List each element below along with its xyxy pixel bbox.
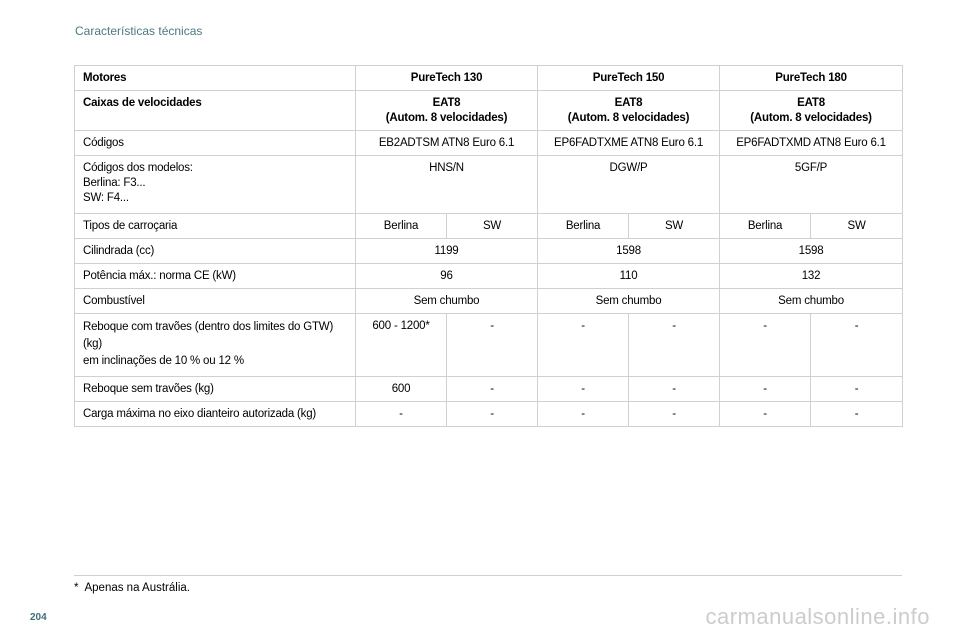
table-row-body-types (75, 214, 903, 239)
body-type-cell: SW (447, 214, 538, 239)
power-cell: 96 (356, 264, 538, 289)
row-label-fuel: Combustível (75, 289, 356, 314)
gearbox-desc: (Autom. 8 velocidades) (567, 112, 690, 124)
braked-towing-cell: - (538, 314, 629, 377)
braked-towing-line: em inclinações de 10 % ou 12 % (83, 355, 244, 367)
table-row-power (75, 264, 903, 289)
front-axle-cell: - (447, 402, 538, 427)
engine-header: PureTech 130 (356, 66, 538, 91)
row-label-engines: Motores (75, 66, 356, 91)
displacement-cell: 1199 (356, 239, 538, 264)
model-code-cell: HNS/N (356, 156, 538, 214)
row-label-body-types: Tipos de carroçaria (75, 214, 356, 239)
table-row-model-codes (75, 156, 903, 214)
braked-towing-cell: - (811, 314, 903, 377)
model-codes-line: Códigos dos modelos: (83, 162, 193, 174)
model-code-cell: 5GF/P (720, 156, 903, 214)
engine-header: PureTech 180 (720, 66, 903, 91)
front-axle-cell: - (811, 402, 903, 427)
body-type-cell: Berlina (720, 214, 811, 239)
row-label-braked-towing (75, 314, 356, 377)
displacement-cell: 1598 (720, 239, 903, 264)
footnote-mark: * (74, 582, 79, 594)
row-label-power: Potência máx.: norma CE (kW) (75, 264, 356, 289)
table-row-engines (75, 66, 903, 91)
body-type-cell: SW (629, 214, 720, 239)
table-row-displacement (75, 239, 903, 264)
row-label-codes: Códigos (75, 131, 356, 156)
unbraked-towing-cell: - (720, 377, 811, 402)
front-axle-cell: - (356, 402, 447, 427)
fuel-cell: Sem chumbo (356, 289, 538, 314)
power-cell: 132 (720, 264, 903, 289)
row-label-gearbox: Caixas de velocidades (75, 91, 356, 131)
model-code-cell: DGW/P (538, 156, 720, 214)
gearbox-cell (720, 91, 903, 131)
unbraked-towing-cell: - (629, 377, 720, 402)
body-type-cell: Berlina (356, 214, 447, 239)
table-row-fuel (75, 289, 903, 314)
front-axle-cell: - (629, 402, 720, 427)
gearbox-cell (538, 91, 720, 131)
footnote-text: Apenas na Austrália. (84, 582, 190, 594)
gearbox-code: EAT8 (432, 97, 461, 109)
braked-towing-cell: - (629, 314, 720, 377)
gearbox-desc: (Autom. 8 velocidades) (385, 112, 508, 124)
engine-header: PureTech 150 (538, 66, 720, 91)
table-row-gearbox (75, 91, 903, 131)
fuel-cell: Sem chumbo (538, 289, 720, 314)
table-row-front-axle (75, 402, 903, 427)
unbraked-towing-cell: - (447, 377, 538, 402)
row-label-displacement: Cilindrada (cc) (75, 239, 356, 264)
fuel-cell: Sem chumbo (720, 289, 903, 314)
braked-towing-line: (kg) (83, 338, 103, 350)
page-number: 204 (30, 612, 47, 623)
gearbox-cell (356, 91, 538, 131)
front-axle-cell: - (720, 402, 811, 427)
engine-code-cell: EP6FADTXME ATN8 Euro 6.1 (538, 131, 720, 156)
body-type-cell: SW (811, 214, 903, 239)
table-row-braked-towing (75, 314, 903, 377)
model-codes-line: SW: F4... (83, 192, 129, 204)
footnote (74, 582, 190, 594)
front-axle-cell: - (538, 402, 629, 427)
engine-code-cell: EB2ADTSM ATN8 Euro 6.1 (356, 131, 538, 156)
unbraked-towing-cell: 600 (356, 377, 447, 402)
gearbox-code: EAT8 (614, 97, 643, 109)
technical-specs-table (74, 65, 903, 427)
unbraked-towing-cell: - (538, 377, 629, 402)
row-label-model-codes (75, 156, 356, 214)
row-label-front-axle: Carga máxima no eixo dianteiro autorizada (kg) (75, 402, 356, 427)
body-type-cell: Berlina (538, 214, 629, 239)
table-row-unbraked-towing (75, 377, 903, 402)
braked-towing-cell: - (447, 314, 538, 377)
displacement-cell: 1598 (538, 239, 720, 264)
power-cell: 110 (538, 264, 720, 289)
braked-towing-cell: - (720, 314, 811, 377)
braked-towing-cell: 600 - 1200* (356, 314, 447, 377)
model-codes-line: Berlina: F3... (83, 177, 146, 189)
gearbox-code: EAT8 (797, 97, 825, 109)
braked-towing-line: Reboque com travões (dentro dos limites do GTW) (83, 321, 334, 333)
watermark: carmanualsonline.info (705, 604, 930, 629)
gearbox-desc: (Autom. 8 velocidades) (750, 112, 872, 124)
unbraked-towing-cell: - (811, 377, 903, 402)
table-row-codes (75, 131, 903, 156)
section-title: Características técnicas (75, 24, 203, 38)
row-label-unbraked-towing: Reboque sem travões (kg) (75, 377, 356, 402)
footnote-divider (74, 575, 902, 576)
engine-code-cell: EP6FADTXMD ATN8 Euro 6.1 (720, 131, 903, 156)
